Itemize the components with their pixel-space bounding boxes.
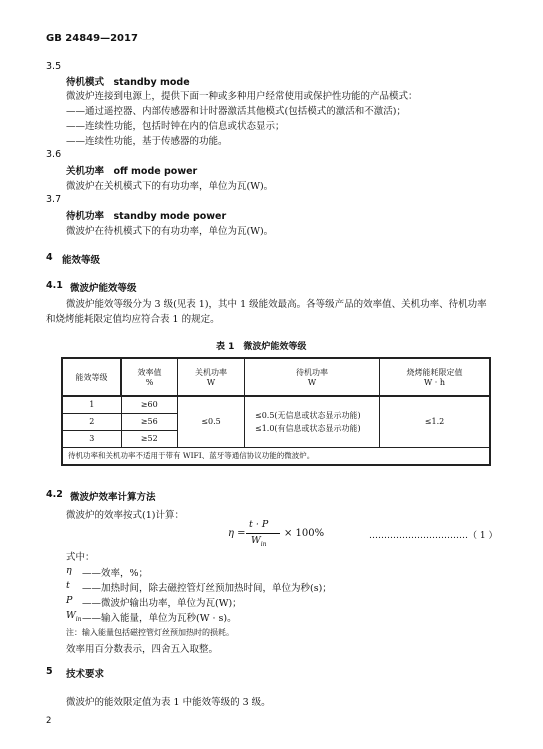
section-title-4: 能效等级 [62, 255, 101, 266]
table-row [62, 396, 490, 413]
list-item: ——连续性功能，基于传感器的功能。 [66, 136, 228, 147]
header-off-power-label: 关机功率 [195, 368, 227, 377]
rounding-rule: 效率用百分数表示，四舍五入取整。 [66, 644, 219, 655]
note: 注：输入能量包括磁控管灯丝预加热时的损耗。 [66, 628, 234, 637]
section-number-4-2: 4.2 [46, 489, 63, 500]
section-title-4-2: 微波炉效率计算方法 [70, 492, 156, 503]
where-label: 式中： [66, 552, 95, 563]
section-number-5: 5 [46, 666, 53, 677]
standard-header: GB 24849—2017 [46, 33, 138, 44]
table-footnote-row [62, 447, 490, 465]
clause-number-3-7: 3.7 [46, 194, 62, 205]
cell-grade: 2 [62, 413, 121, 430]
var-description: ——微波炉输出功率，单位为瓦(W)； [82, 598, 242, 609]
equation-denominator [251, 535, 267, 548]
definition-standby-mode: 微波炉连接到电源上，提供下面一种或多种用户经常使用或保护性功能的产品模式： [66, 91, 418, 102]
term-standby-mode: 待机模式 standby mode [66, 77, 190, 88]
definition-off-mode-power: 微波炉在关机模式下的有功功率，单位为瓦(W)。 [66, 181, 274, 192]
var-symbol: η [66, 565, 72, 576]
header-standby-power [245, 358, 380, 396]
header-efficiency-unit: % [145, 378, 154, 387]
header-standby-power-unit: W [307, 378, 317, 387]
cell-off-power: ≤0.5 [178, 396, 245, 447]
header-efficiency-label: 效率值 [137, 368, 162, 377]
denominator-subscript: in [260, 540, 267, 548]
table-energy-grades [61, 357, 491, 466]
cell-efficiency: ≥52 [121, 430, 178, 447]
cell-efficiency: ≥56 [121, 413, 178, 430]
table-header-row [62, 358, 490, 396]
table-footnote: 待机功率和关机功率不适用于带有 WIFI、蓝牙等通信协议功能的微波炉。 [62, 447, 490, 465]
header-off-power-unit: W [206, 378, 216, 387]
section-title-5: 技术要求 [66, 669, 105, 680]
page-number: 2 [46, 716, 52, 726]
var-symbol [66, 610, 82, 623]
standby-limit-without-display: ≤0.5(无信息或状态显示功能) [255, 410, 361, 420]
table-caption: 表 1 微波炉能效等级 [216, 342, 307, 352]
var-symbol: P [66, 595, 73, 606]
header-off-power [178, 358, 245, 396]
definition-standby-mode-power: 微波炉在待机模式下的有功功率，单位为瓦(W)。 [66, 226, 274, 237]
equation-numerator: t · P [249, 519, 269, 530]
header-grill-energy-label: 烧烤能耗限定值 [406, 368, 463, 377]
header-grill-energy [380, 358, 491, 396]
cell-grade: 1 [62, 396, 121, 413]
cell-grade: 3 [62, 430, 121, 447]
var-description: ——加热时间，除去磁控管灯丝预加热时间，单位为秒(s)； [82, 583, 332, 594]
term-off-mode-power: 关机功率 off mode power [66, 166, 198, 177]
section-number-4-1: 4.1 [46, 280, 63, 291]
standby-limit-with-display: ≤1.0(有信息或状态显示功能) [255, 423, 361, 433]
clause-number-3-6: 3.6 [46, 149, 62, 160]
header-grade: 能效等级 [62, 358, 121, 396]
equation-lhs: η = [228, 528, 246, 539]
cell-standby-power [245, 396, 380, 447]
paragraph-grades: 微波炉能效等级分为 3 级(见表 1)，其中 1 级能效最高。各等级产品的效率值、关机功率、待机功率和烧烤能耗限定值均应符合表 1 的规定。 [46, 299, 487, 325]
var-w-subscript: in [75, 615, 82, 623]
formula-intro: 微波炉的效率按式(1)计算： [66, 510, 184, 521]
requirements-paragraph: 微波炉的能效限定值为表 1 中能效等级的 3 级。 [66, 697, 271, 708]
cell-grill-energy: ≤1.2 [380, 396, 491, 447]
equation-tail: × 100% [284, 528, 325, 539]
header-standby-power-label: 待机功率 [296, 368, 328, 377]
term-standby-mode-power: 待机功率 standby mode power [66, 211, 227, 222]
denominator-symbol: W [251, 535, 261, 546]
header-efficiency [121, 358, 178, 396]
var-w-symbol: W [66, 610, 76, 621]
section-title-4-1: 微波炉能效等级 [70, 283, 137, 294]
var-description: ——效率，%； [82, 568, 149, 579]
equation-reference: ……………………………（ 1 ） [369, 531, 498, 541]
cell-efficiency: ≥60 [121, 396, 178, 413]
fraction-bar [246, 533, 280, 534]
clause-number-3-5: 3.5 [46, 61, 62, 72]
list-item: ——通过遥控器、内部传感器和计时器激活其他模式(包括模式的激活和不激活)； [66, 106, 406, 117]
section-number-4: 4 [46, 252, 53, 263]
list-item: ——连续性功能，包括时钟在内的信息或状态显示； [66, 121, 285, 132]
var-symbol: t [66, 580, 70, 591]
header-grill-energy-unit: W · h [423, 378, 445, 387]
var-description: ——输入能量，单位为瓦秒(W · s)。 [82, 613, 237, 624]
